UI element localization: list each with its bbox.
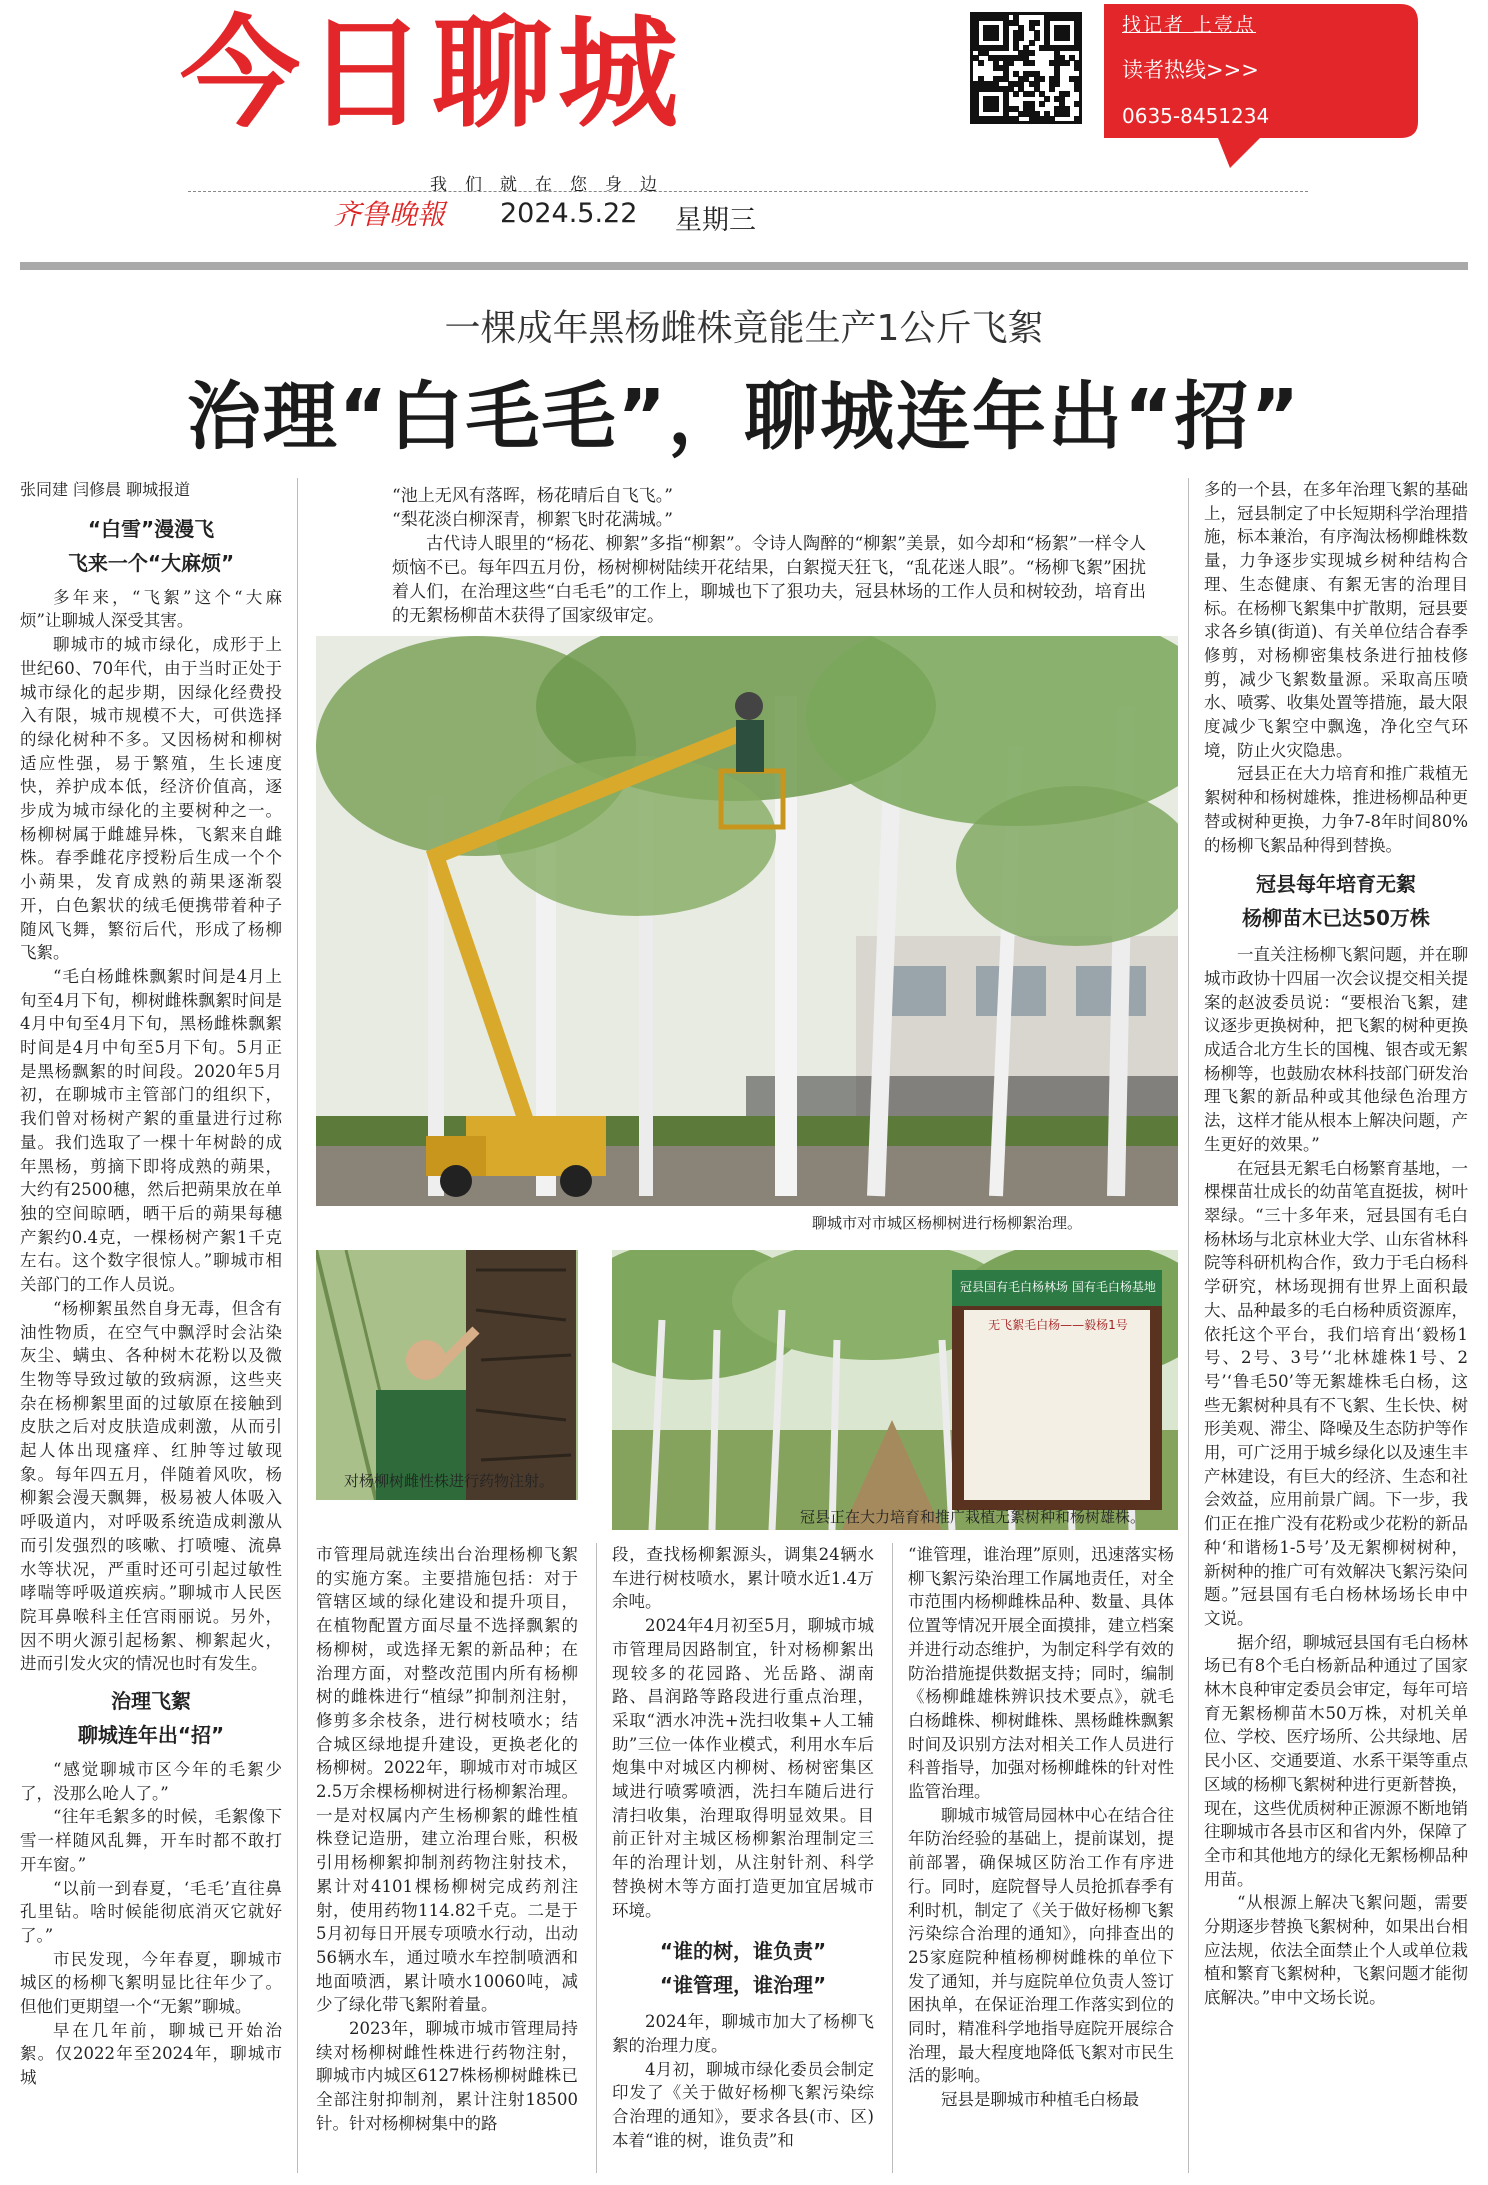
- section-title-2-line1: 治理飞絮: [111, 1689, 191, 1714]
- paper-logo: 齐鲁晚報: [333, 198, 446, 231]
- paragraph: “感觉聊城市区今年的毛絮少了，没那么呛人了。”: [20, 1760, 282, 1803]
- column-divider: [596, 1543, 597, 2173]
- header-divider: [188, 191, 1308, 192]
- byline: 张同建 闫修晨 聊城报道: [20, 480, 191, 499]
- qr-module: [1074, 45, 1080, 51]
- paragraph: “毛白杨雌株飘絮时间是4月上旬至4月下旬，柳树雌株飘絮时间是4月中旬至4月下旬，黑杨雌株飘絮时间是4月中旬至5月下旬。5月正是黑杨飘絮的时间段。2020年5月初，在聊城市主管部门的组织下，我们曾对杨树产絮的重量进行过称量。我们选取了一棵十年树龄的成年黑杨，剪摘下即将成熟的蒴果，大约有2500穗，然后把蒴果放在单独的空间晾晒，晒干后的蒴果每穗产絮约0.4克，一棵杨树产絮1千克左右。这个数字很惊人。”聊城市相关部门的工作人员说。: [20, 966, 282, 1295]
- section-title-1-line2: 飞来一个“大麻烦”: [67, 550, 235, 575]
- injection-photo-caption: 对杨柳树雌性株进行药物注射。: [344, 1472, 555, 1490]
- paragraph: 聊城市城管局园林中心在结合往年防治经验的基础上，提前谋划，提前部署，确保城区防治工作有序进行。同时，庭院督导人员抢抓春季有利时机，制定了《关于做好杨柳飞絮污染综合治理的通知》，向排查出的25家庭院种植杨柳树雌株的单位下发了通知，并与庭院单位负责人签订困执单，在保证治理工作落实到位的同时，精准科学地指导庭院开展综合治理，最大程度地降低飞絮对市民生活的影响。: [908, 1805, 1174, 2086]
- qr-module: [1039, 101, 1045, 107]
- paragraph: 聊城市的城市绿化，成形于上世纪60、70年代，由于当时正处于城市绿化的起步期，因绿化经费投入有限，城市规模不大，可供选择的绿化树种不多。又因杨树和柳树适应性强，易于繁殖，生长速度快，养护成本低，经济价值高，逐步成为城市绿化的主要树种之一。杨柳树属于雌雄异株，飞絮来自雌株。春季雌花序授粉后生成一个个小蒴果，发育成熟的蒴果逐渐裂开，白色絮状的绒毛便携带着种子随风飞舞，繁衍后代，形成了杨柳飞絮。: [20, 635, 282, 963]
- qr-module: [1074, 86, 1080, 92]
- column-divider: [297, 478, 298, 2173]
- paragraph: 2024年4月初至5月，聊城市城市管理局因路制宜，针对杨柳絮出现较多的花园路、光岳路、湖南路、昌润路等路段进行重点治理，采取“洒水冲洗+洗扫收集+人工辅助”三位一体作业模式，利用水车后炮集中对城区内柳树、杨树密集区域进行喷雾喷洒，洗扫车随后进行清扫收集，治理取得明显效果。目前正针对主城区杨柳絮治理制定三年的治理计划，从注射针剂、科学替换树木等方面打造更加宜居城市环境。: [612, 1616, 874, 1920]
- qr-module: [1013, 91, 1019, 97]
- paragraph: 冠县是聊城市种植毛白杨最: [941, 2090, 1139, 2110]
- paragraph: 据介绍，聊城冠县国有毛白杨林场已有8个毛白杨新品种通过了国家林木良种审定委员会审定，每年可培育无絮杨柳苗木50万株，对机关单位、学校、医疗场所、公共绿地、居民小区、交通要道、水系干渠等重点区域的杨柳飞絮树种进行更新替换，现在，这些优质树种正源源不断地销往聊城市各县市区和省内外，保障了全市和其他地方的绿化无絮杨柳品种用苗。: [1204, 1632, 1468, 1889]
- hotline-bubble: [1100, 0, 1430, 170]
- section-title-2: [20, 1684, 282, 1752]
- section-title-4: [1204, 867, 1468, 935]
- section-bar: [20, 262, 1468, 270]
- paragraph: 市民发现，今年春夏，聊城市城区的杨柳飞絮明显比往年少了。但他们更期望一个“无絮”聊城。: [20, 1949, 282, 2017]
- tree-injection-illustration: [316, 1250, 578, 1500]
- nursery-photo: [612, 1250, 1178, 1530]
- qr-module: [1074, 65, 1080, 71]
- column-2: [316, 1543, 578, 2136]
- qr-module: [1029, 91, 1035, 97]
- section-title-3: [612, 1934, 874, 2002]
- section-title-4-line1: 冠县每年培育无絮: [1256, 872, 1416, 897]
- column-divider: [1188, 478, 1189, 2173]
- column-3: [612, 1543, 874, 2152]
- qr-code[interactable]: [970, 12, 1082, 124]
- qr-module: [993, 106, 999, 112]
- intro-poem-1: “池上无风有落晖，杨花晴后自飞飞。”: [392, 486, 673, 506]
- qr-module: [1049, 116, 1055, 122]
- qr-module: [1029, 60, 1035, 66]
- section-title-3-line1: “谁的树，谁负责”: [659, 1939, 827, 1964]
- qr-module: [1064, 111, 1070, 117]
- column-4: [908, 1543, 1174, 2112]
- paragraph: 早在几年前，聊城已开始治絮。仅2022年至2024年，聊城市城: [20, 2020, 282, 2088]
- intro-paragraph: 古代诗人眼里的“杨花、柳絮”多指“柳絮”。令诗人陶醉的“柳絮”美景，如今却和“杨絮”一样令人烦恼不已。每年四五月份，杨树柳树陆续开花结果，白絮搅天狂飞，“乱花迷人眼”。“杨柳飞絮”困扰着人们，在治理这些“白毛毛”的工作上，聊城也下了狠功夫，冠县林场的工作人员和树较劲，培育出的无絮杨柳苗木获得了国家级审定。: [392, 534, 1146, 626]
- qr-module: [1049, 86, 1055, 92]
- sign-header: 冠县国有毛白杨林场 国有毛白杨基地: [960, 1280, 1156, 1294]
- hotline-line2: 读者热线>>>: [1122, 58, 1259, 82]
- paragraph: “以前一到春夏，‘毛毛’直往鼻孔里钻。啥时候能彻底消灭它就好了。”: [20, 1878, 282, 1945]
- paragraph: 市管理局就连续出台治理杨柳飞絮的实施方案。主要措施包括：对于管辖区域的绿化建设和提升项目，在植物配置方面尽量不选择飘絮的杨柳树，或选择无絮的新品种；在治理方面，对整改范围内所有杨柳树的雌株进行“植绿”抑制剂注射，修剪多余枝条，进行树枝喷水；结合城区绿地提升建设，更换老化的杨柳树。2022年，聊城市对市城区2.5万余棵杨柳树进行杨柳絮治理。一是对权属内产生杨柳絮的雌性植株登记造册，建立治理台账，积极引用杨柳絮抑制剂药物注射技术，累计对4101棵杨柳树完成药剂注射，使用药物114.82千克。二是于5月初每日开展专项喷水行动，出动56辆水车，通过喷水车控制喷洒和地面喷洒，累计喷水10060吨，减少了绿化带飞絮附着量。: [316, 1545, 578, 2015]
- qr-module: [993, 35, 999, 41]
- hotline-phone: 0635-8451234: [1122, 104, 1270, 128]
- intro-poem-2: “梨花淡白柳深青，柳絮飞时花满城。”: [392, 510, 673, 530]
- section-title-1-line1: “白雪”漫漫飞: [87, 516, 215, 541]
- column-divider: [892, 1543, 893, 2173]
- column-5: [1204, 478, 1468, 2010]
- paragraph: 2023年，聊城市城市管理局持续对杨柳树雌性株进行药物注射，聊城市内城区6127株杨柳树雌株已全部注射抑制剂，累计注射18500针。针对杨柳树集中的路: [316, 2019, 578, 2133]
- paragraph: 2024年，聊城市加大了杨柳飞絮的治理力度。: [612, 2012, 874, 2055]
- main-photo-caption: 聊城市对市城区杨柳树进行杨柳絮治理。: [812, 1214, 1083, 1232]
- section-title-2-line2: 聊城连年出“招”: [77, 1723, 225, 1748]
- qr-module: [1013, 116, 1019, 122]
- nursery-photo-caption: 冠县正在大力培育和推广栽植无絮树种和杨树雄株。: [800, 1508, 1146, 1526]
- injection-photo: [316, 1250, 578, 1500]
- main-photo: [316, 636, 1178, 1206]
- paragraph: 4月初，聊城市绿化委员会制定印发了《关于做好杨柳飞絮污染综合治理的通知》，要求各县(市、区)本着“谁的树，谁负责”和: [612, 2059, 874, 2150]
- qr-module: [1064, 60, 1070, 66]
- section-title-3-line2: “谁管理，谁治理”: [659, 1973, 827, 1998]
- qr-module: [1074, 116, 1080, 122]
- issue-date: 2024.5.22: [500, 198, 638, 229]
- paragraph: “从根源上解决飞絮问题，需要分期逐步替换飞絮树种，如果出台相应法规，依法全面禁止个人或单位栽植和繁育飞絮树种，飞絮问题才能彻底解决。”申中文场长说。: [1204, 1893, 1468, 2008]
- paragraph: “往年毛絮多的时候，毛絮像下雪一样随风乱舞，开车时都不敢打开车窗。”: [20, 1807, 282, 1874]
- sign-title: 无飞絮毛白杨——毅杨1号: [988, 1318, 1128, 1332]
- paragraph: 多年来，“飞絮”这个“大麻烦”让聊城人深受其害。: [20, 587, 282, 631]
- intro-block: [392, 484, 1146, 628]
- column-1: [20, 478, 282, 2090]
- aerial-lift-tree-trimming-illustration: [316, 636, 1178, 1206]
- issue-weekday: 星期三: [675, 205, 756, 236]
- qr-module: [1003, 45, 1009, 51]
- article-headline: 治理“白毛毛”，聊城连年出“招”: [186, 374, 1302, 460]
- masthead-slogan: 我们就在您身边: [430, 175, 675, 195]
- section-title-1: [20, 512, 282, 580]
- masthead-title: 今日聊城: [180, 5, 684, 144]
- section-title-4-line2: 杨柳苗木已达50万株: [1242, 906, 1430, 931]
- article-subhead: 一棵成年黑杨雌株竟能生产1公斤飞絮: [444, 308, 1044, 349]
- qr-module: [978, 60, 984, 66]
- paragraph: 一直关注杨柳飞絮问题，并在聊城市政协十四届一次会议提交相关提案的赵波委员说：“要根治飞絮，建议逐步更换树种，把飞絮的树种更换成适合北方生长的国槐、银杏或无絮杨柳等，也鼓励农林科技部门研发治理飞絮的新品种或其他绿色治理方法，这样才能从根本上解决问题，产生更好的效果。”: [1204, 945, 1468, 1154]
- paragraph: “谁管理，谁治理”原则，迅速落实杨柳飞絮污染治理工作属地责任，对全市范围内杨柳雌株品种、数量、具体位置等情况开展全面摸排，建立档案并进行动态维护，为制定科学有效的防治措施提供数据支持；同时，编制《杨柳雌雄株辨识技术要点》，就毛白杨雌株、柳树雌株、黑杨雌株飘絮时间及识别方法对相关工作人员进行科普指导，加强对杨柳雌株的针对性监管治理。: [908, 1545, 1174, 1802]
- paragraph: 段，查找杨柳絮源头，调集24辆水车进行树枝喷水，累计喷水近1.4万余吨。: [612, 1545, 874, 1612]
- paragraph: “杨柳絮虽然自身无毒，但含有油性物质，在空气中飘浮时会沾染灰尘、螨虫、各种树木花粉以及微生物等导致过敏的致病源，这些夹杂在杨柳絮里面的过敏原在接触到皮肤之后对皮肤造成刺激，从而引起人体出现瘙痒、红肿等过敏现象。每年四五月，伴随着风吹，杨柳絮会漫天飘舞，极易被人体吸入呼吸道内，对呼吸系统造成刺激从而引发强烈的咳嗽、打喷嚏、流鼻水等状况，严重时还可引起过敏性哮喘等呼吸道疾病。”聊城市人民医院耳鼻喉科主任宫雨丽说。另外，因不明火源引起杨絮、柳絮起火，进而引发火灾的情况也时有发生。: [20, 1298, 282, 1674]
- paragraph: 在冠县无絮毛白杨繁育基地，一棵棵苗壮成长的幼苗笔直挺拔，树叶翠绿。“三十多年来，冠县国有毛白杨林场与北京林业大学、山东省林科院等科研机构合作，致力于毛白杨科学研究，林场现拥有世界上面积最大、品种最多的毛白杨种质资源库，依托这个平台，我们培育出‘毅杨1号、2号、3号’‘北林雄株1号、2号’‘鲁毛50’等无絮雄株毛白杨，这些无絮树种具有不飞絮、生长快、树形美观、滞尘、降噪及生态防护等作用，可广泛用于城乡绿化以及速生丰产林建设，有巨大的经济、生态和社会效益，应用前景广阔。下一步，我们正在推广没有花粉或少花粉的新品种‘和谐杨1-5号’及无絮柳树树种，新树种的推广可有效解决飞絮污染问题。”冠县国有毛白杨林场场长申中文说。: [1204, 1158, 1468, 1628]
- hotline-line1: 找记者 上壹点: [1122, 14, 1257, 36]
- qr-module: [1064, 35, 1070, 41]
- paragraph: 多的一个县，在多年治理飞絮的基础上，冠县制定了中长短期科学治理措施，标本兼治，有序淘汰杨柳雌株数量，力争逐步实现城乡树种结构合理、生态健康、有絮无害的治理目标。在杨柳飞絮集中扩散期，冠县要求各乡镇(街道)、有关单位结合春季修剪，对杨柳密集枝条进行抽枝修剪，减少飞絮数量源。采取高压喷水、喷雾、收集处置等措施，最大限度减少飞絮空中飘逸，净化空气环境，防止火灾隐患。: [1204, 480, 1468, 760]
- qr-module: [1074, 101, 1080, 107]
- paragraph: 冠县正在大力培育和推广栽植无絮树种和杨树雄株，推进杨柳品种更替或树种更换，力争7-8年时间80%的杨柳飞絮品种得到替换。: [1204, 764, 1468, 855]
